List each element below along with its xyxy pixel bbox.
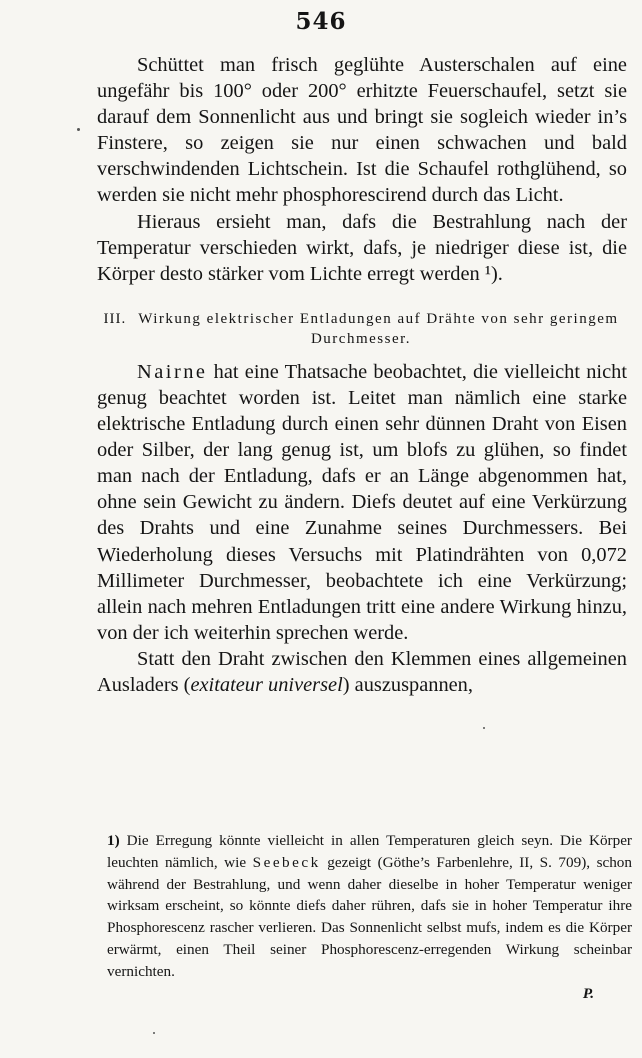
author-name-nairne: Nairne	[137, 360, 208, 383]
footnote-after: gezeigt (Göthe’s Farbenlehre, II, S. 709), schon während der Bestrahlung, und wenn daher dieselbe in hoher Temperatur weniger wirksam erscheint, so könnte diefs daher rühren, dafs sie in hoher Temperatur ihre Phosphorescenz rascher verlieren. Das Sonnenlicht selbst mufs, indem es die Körper erwärmt, einen Theil seiner Phosphorescenz-erregenden Wirkung scheinbar vernichten.	[107, 853, 632, 980]
paragraph-auslader	[97, 646, 627, 698]
print-speck	[77, 128, 80, 131]
footnote-text	[107, 830, 632, 983]
paragraph-oyster-shells: Schüttet man frisch geglühte Austerschalen auf eine ungefähr bis 100° oder 200° erhitzte Feuerschaufel, setzt sie darauf dem Sonnenlicht aus und bringt sie sogleich wieder in’s Finstere, so zeigen sie nur einen schwachen und bald verschwindenden Lichtschein. Ist die Schaufel rothglühend, so werden sie nicht mehr phosphorescirend durch das Licht.	[97, 54, 627, 207]
section-number: III.	[103, 310, 127, 327]
paragraph-nairne	[97, 359, 627, 646]
paragraph-auslader-after: ) auszuspannen,	[342, 673, 473, 696]
page-number: 546	[295, 8, 347, 35]
footnote-mark: 1)	[107, 832, 120, 849]
italic-term: exitateur universel	[190, 673, 343, 696]
main-text	[97, 52, 627, 698]
footnote-signature: P.	[582, 984, 594, 1002]
section-heading	[95, 309, 627, 349]
footnote	[107, 830, 632, 1004]
print-speck	[483, 727, 485, 729]
footnote-before: Die Erregung könnte vielleicht in allen Temperaturen gleich seyn. Die Körper leuchten nämlich, wie	[107, 832, 632, 871]
paragraph-nairne-text: hat eine Thatsache beobachtet, die vielleicht nicht genug beachtet worden ist. Leitet man nämlich eine starke elektrische Entladung durch einen sehr dünnen Draht von Eisen oder Silber, der lang genug ist, um blofs zu glühen, so findet man nach der Entladung, dafs er an Länge abgenommen hat, ohne sein Gewicht zu ändern. Diefs deutet auf eine Verkürzung des Drahts und eine Zunahme seines Durchmessers. Bei Wiederholung dieses Versuchs mit Platindrähten von 0,072 Millimeter Durchmesser, beobachtete ich eine Verkürzung; allein nach mehren Entladungen tritt eine andere Wirkung hinzu, von der ich weiterhin sprechen werde.	[97, 360, 627, 644]
paragraph-temperature: Hieraus ersieht man, dafs die Bestrahlung nach der Temperatur verschieden wirkt, dafs, je niedriger diese ist, die Körper desto stärker vom Lichte erregt werden ¹).	[97, 210, 627, 285]
author-name-seebeck: Seebeck	[252, 853, 321, 871]
print-speck	[153, 1032, 155, 1034]
paragraph-auslader-before: Statt den Draht zwischen den Klemmen eines allgemeinen Ausladers (	[97, 647, 627, 696]
section-title: Wirkung elektrischer Entladungen auf Drähte von sehr geringem Durchmesser.	[138, 310, 619, 347]
